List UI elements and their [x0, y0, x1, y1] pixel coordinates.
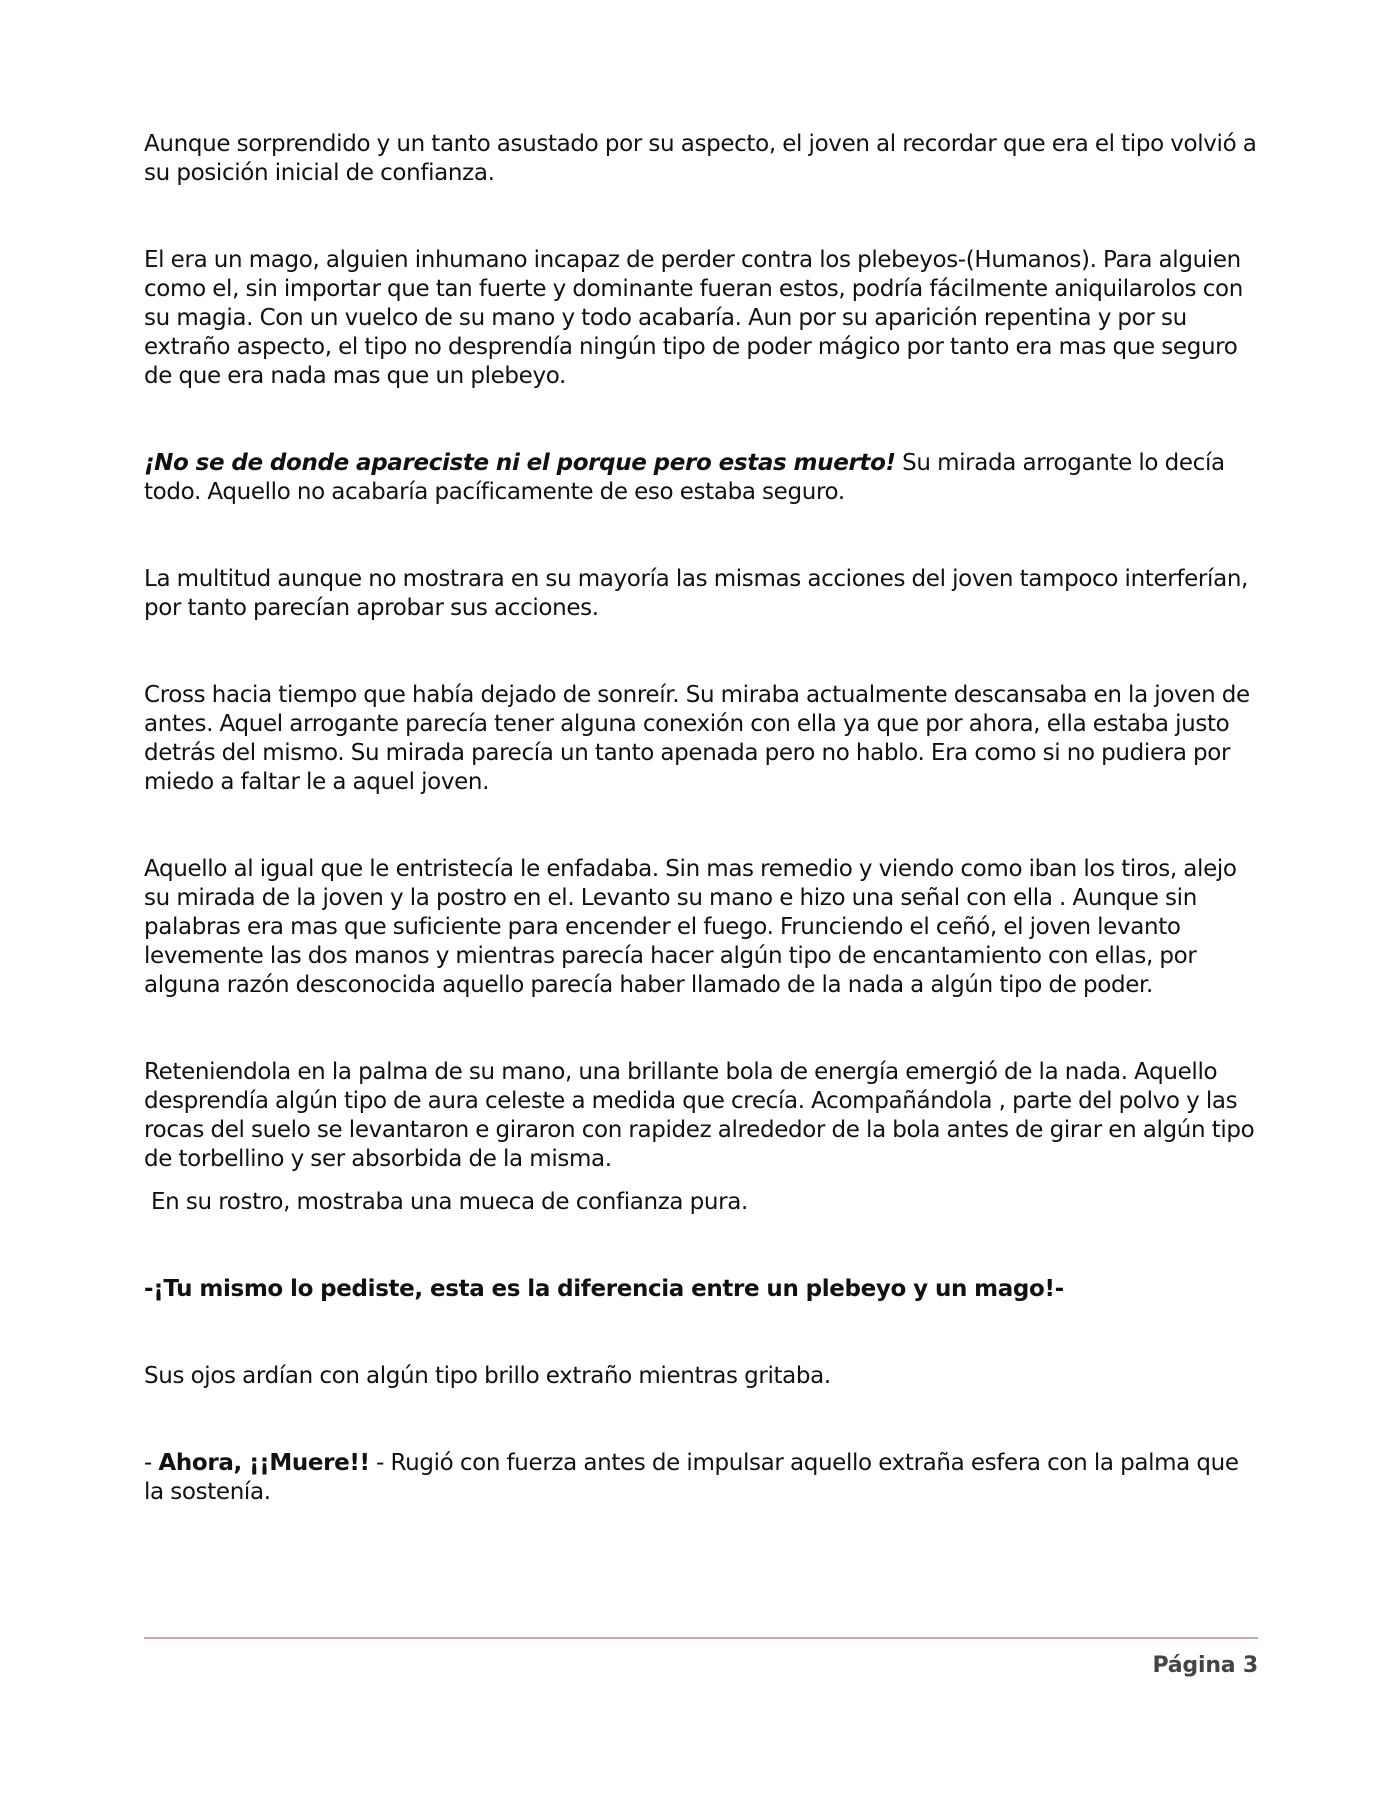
paragraph-7: Reteniendola en la palma de su mano, una brillante bola de energía emergió de la nada. Aquello desprendía algún tipo de aura celeste a medida que crecía. Acompañándola , parte del polvo y las rocas del suelo se levantaron e giraron con rapidez alrededor de la bola antes de girar en algún tipo de torbellino y ser absorbida de la misma.: [144, 1059, 1255, 1172]
paragraph-8: En su rostro, mostraba una mueca de confianza pura.: [151, 1189, 748, 1215]
paragraph-5: Cross hacia tiempo que había dejado de sonreír. Su miraba actualmente descansaba en la joven de antes. Aquel arrogante parecía tener alguna conexión con ella ya que por ahora, ella estaba justo detrás del mismo. Su mirada parecía un tanto apenada pero no hablo. Era como si no pudiera por miedo a faltar le a aquel joven.: [144, 682, 1250, 795]
paragraph-10: Sus ojos ardían con algún tipo brillo extraño mientras gritaba.: [144, 1363, 831, 1389]
footer-divider: [144, 1637, 1258, 1639]
dialogue-shout-bold: Ahora, ¡¡Muere!!: [158, 1450, 370, 1476]
paragraph-4: La multitud aunque no mostrara en su mayoría las mismas acciones del joven tampoco interferían, por tanto parecían aprobar sus acciones.: [144, 566, 1249, 621]
paragraph-3-rest: Su mirada arrogante lo decía todo. Aquello no acabaría pacíficamente de eso estaba seguro.: [144, 450, 1225, 505]
paragraph-11-rest: - Rugió con fuerza antes de impulsar aquello extraña esfera con la palma que la sostenía.: [144, 1450, 1239, 1505]
italic-exclamation: ¡No se de donde apareciste ni el porque pero estas muerto!: [144, 450, 896, 476]
dialogue-dash: -: [144, 1450, 159, 1476]
page-body: [144, 130, 1258, 1565]
paragraph-2: El era un mago, alguien inhumano incapaz de perder contra los plebeyos-(Humanos). Para alguien como el, sin importar que tan fuerte y dominante fueran estos, podría fácilmente aniquilarolos con su magia. Con un vuelco de su mano y todo acabaría. Aun por su aparición repentina y por su extraño aspecto, el tipo no desprendía ningún tipo de poder mágico por tanto era mas que seguro de que era nada mas que un plebeyo.: [144, 247, 1243, 389]
paragraph-1: Aunque sorprendido y un tanto asustado por su aspecto, el joven al recordar que era el tipo volvió a su posición inicial de confianza.: [144, 131, 1257, 186]
paragraph-11: [144, 1449, 1258, 1507]
dialogue-line-bold: -¡Tu mismo lo pediste, esta es la diferencia entre un plebeyo y un mago!-: [144, 1276, 1064, 1302]
paragraph-6: Aquello al igual que le entristecía le enfadaba. Sin mas remedio y viendo como iban los tiros, alejo su mirada de la joven y la postro en el. Levanto su mano e hizo una señal con ella . Aunque sin palabras era mas que suficiente para encender el fuego. Frunciendo el ceñó, el joven levanto levemente las dos manos y mientras parecía hacer algún tipo de encantamiento con ellas, por alguna razón desconocida aquello parecía haber llamado de la nada a algún tipo de poder.: [144, 856, 1237, 998]
page-number: Página 3: [1152, 1653, 1258, 1678]
paragraph-3: [144, 449, 1258, 507]
